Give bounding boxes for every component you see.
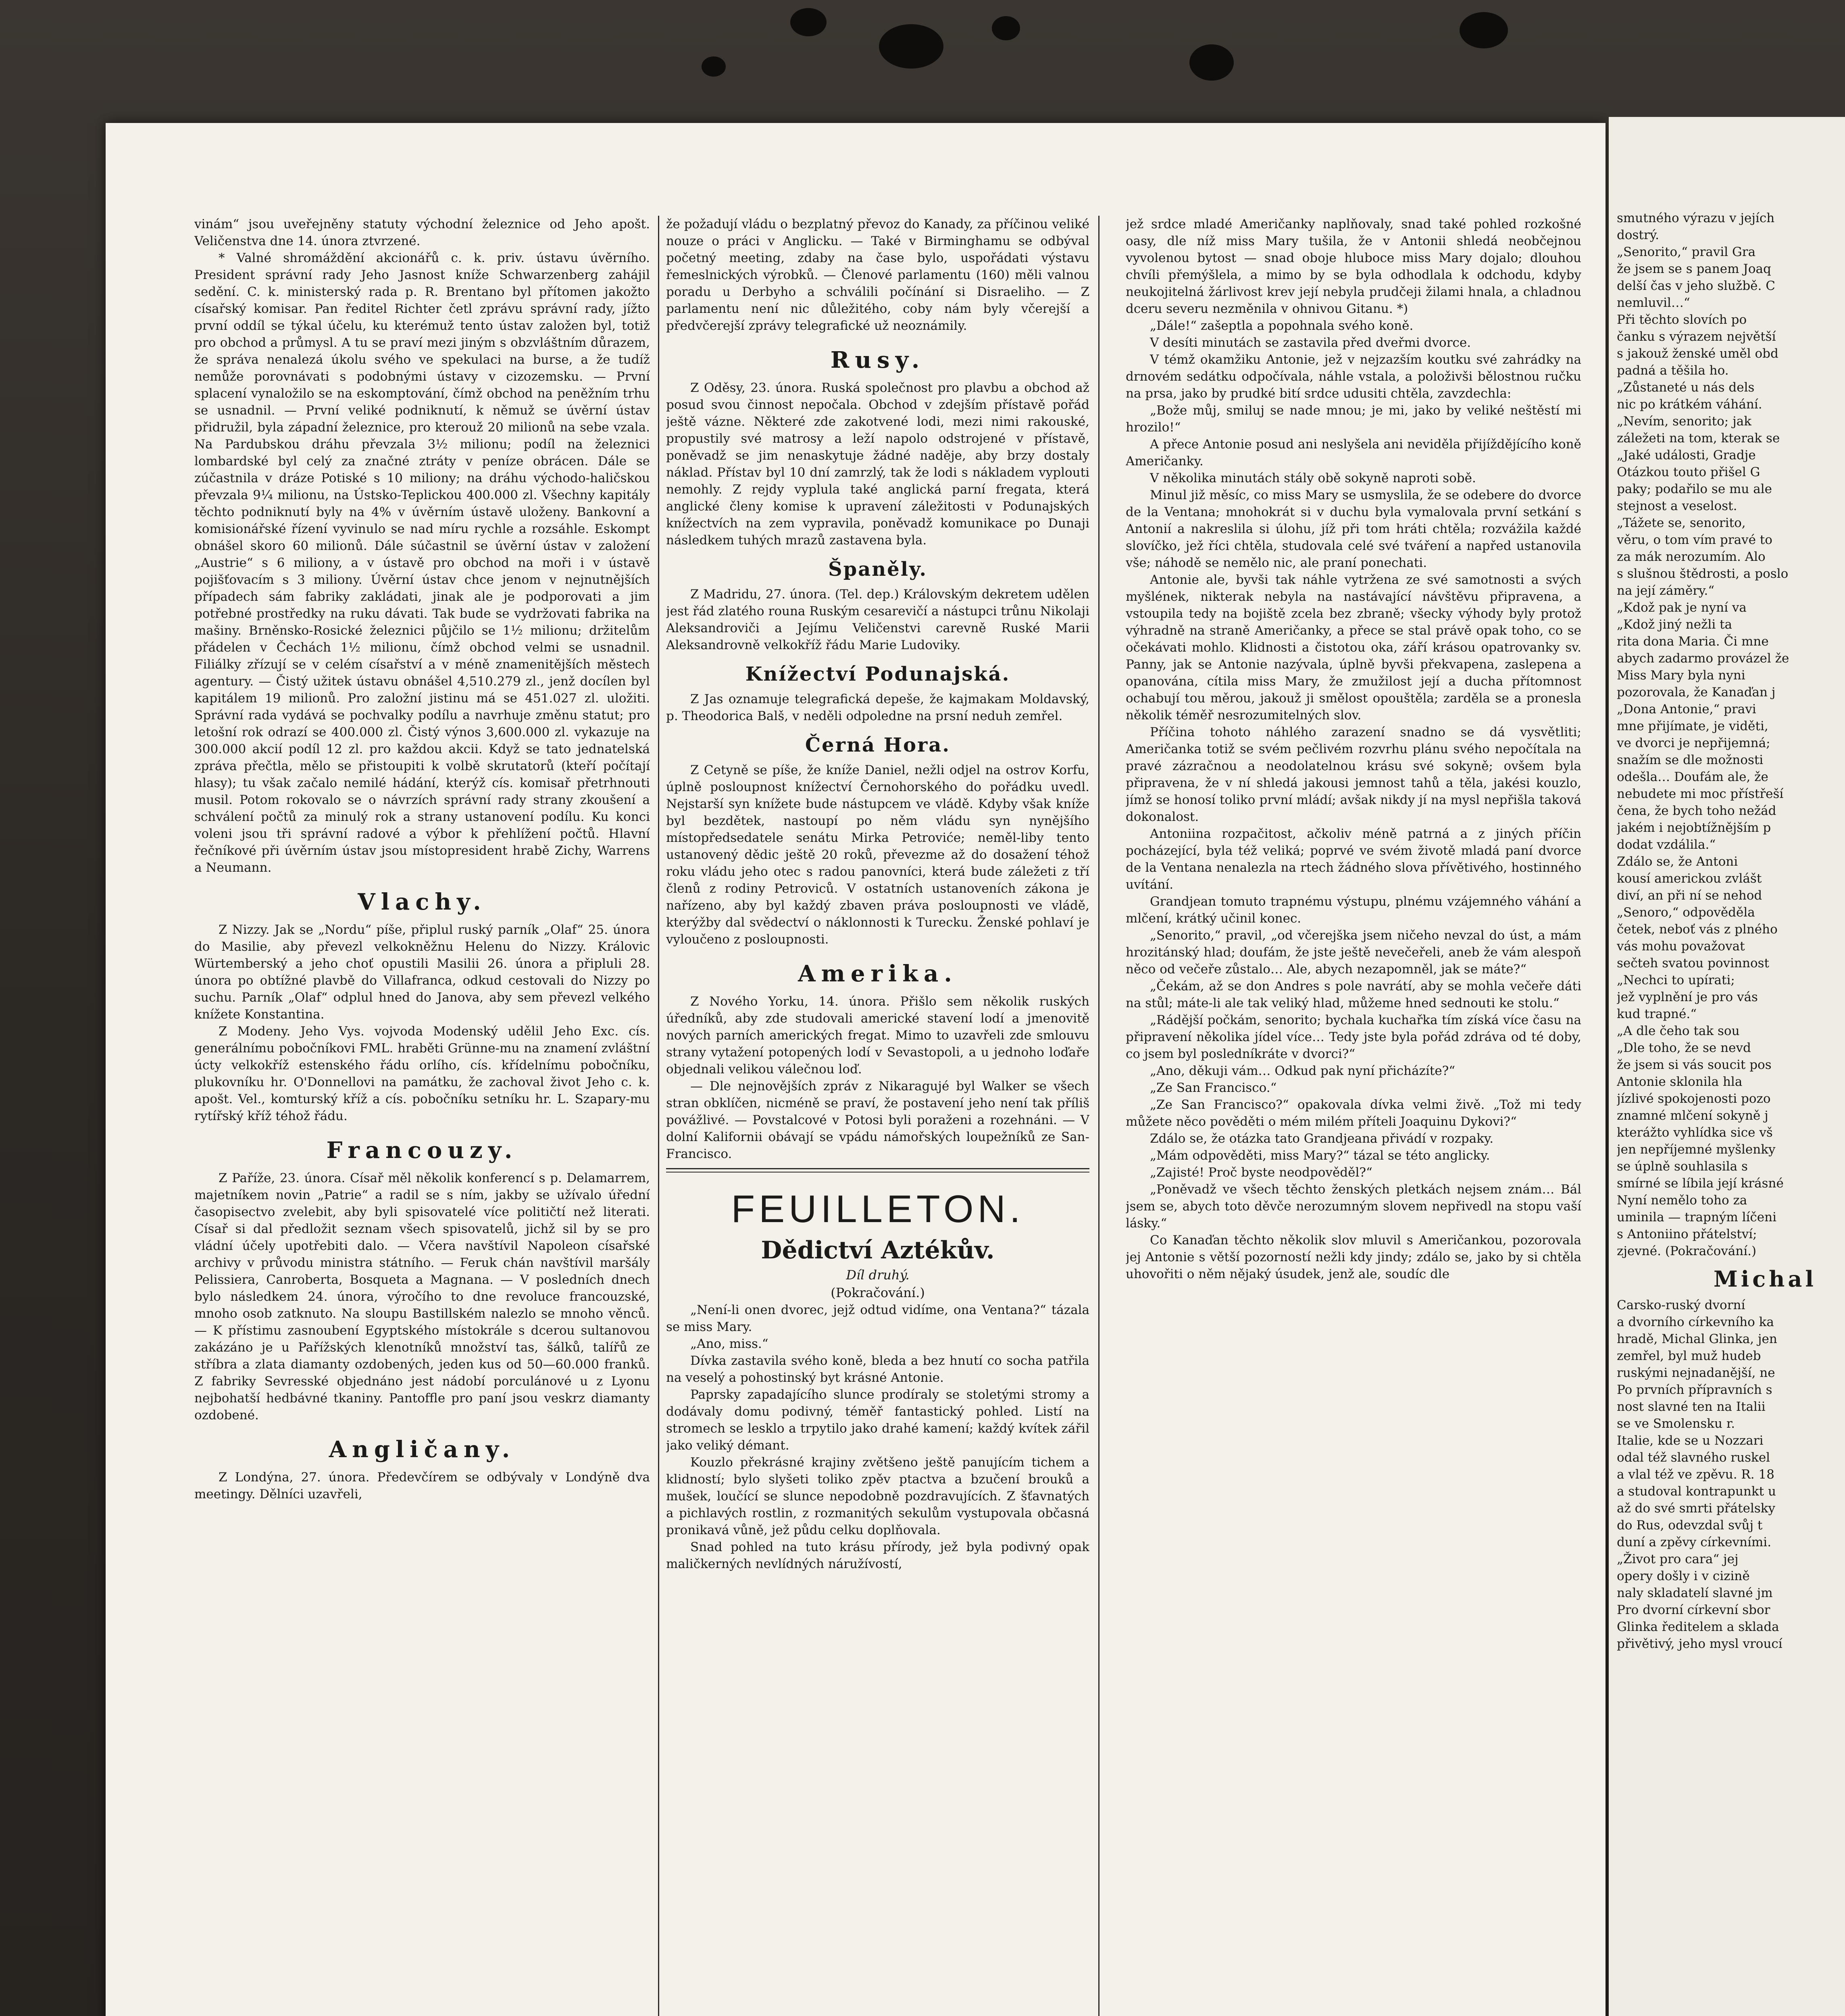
text-line: duní a zpěvy církevními. — [1617, 1535, 1772, 1549]
paragraph: „Senorito,“ pravil, „od včerejška jsem ničeho nevzal do úst, a mám hrozitánský hlad; doufám, že jste ještě nevečeřeli, aneb že vám alespoň něco od večeře zůstalo… Ale, abych nezapomněl, jak se máte?“ — [1126, 928, 1581, 977]
text-line: vás mohu považovat — [1617, 939, 1745, 954]
column-rule — [1098, 216, 1100, 2016]
text-line: Při těchto slovích po — [1617, 312, 1747, 327]
ink-blot — [1189, 44, 1234, 81]
text-line: ve dvorci je nepřijemná; — [1617, 736, 1770, 750]
text-line: smutného výrazu v jejích — [1617, 211, 1775, 225]
text-line: Pro dvorní církevní sbor — [1617, 1603, 1770, 1617]
paragraph: Antonie ale, byvši tak náhle vytržena ze své samotnosti a svých myšlének, nikterak nebyla na nastávající návštěvu připravena, a vstoupila tedy na bojiště zcela bez zbraně; všecky výhody byly protož výhradně na straně Američanky, a přece se stal právě opak toho, co se očekávati mohlo. Klidnosti a čistotou oka, září krásou opatrovanky sv. Panny, jak se Antonie nazývala, úplně byvši překvapena, zaslepena a opanována, cítila miss Mary, že zmužilost její a ducha přítomnost ochabují tou měrou, jakouž ji smělost opouštěla; zarděla se a pronesla několik téměř nesrozumitelných slov. — [1126, 573, 1581, 723]
ink-blot — [1460, 12, 1508, 48]
text-line: „Senorito,“ pravil Gra — [1617, 245, 1756, 259]
paragraph: V desíti minutách se zastavila před dveřmi dvorce. — [1150, 335, 1471, 350]
column-right — [1126, 216, 1581, 2016]
text-line: hradě, Michal Glinka, jen — [1617, 1332, 1777, 1346]
text-line: „Tážete se, senorito, — [1617, 516, 1746, 530]
text-line: kterážto vyhlídka sice vš — [1617, 1125, 1773, 1140]
paragraph: Zdálo se, že otázka tato Grandjeana přivádí v rozpaky. — [1150, 1131, 1494, 1146]
text-line: padná a těšila ho. — [1617, 363, 1729, 378]
text-line: nic po krátkém váhání. — [1617, 397, 1762, 412]
text-line: až do své smrti přátelsky — [1617, 1501, 1776, 1516]
paragraph: „Ze San Francisco?“ opakovala dívka velmi živě. „Tož mi tedy můžete něco pověděti o mém milém příteli Joaquinu Dykovi?“ — [1126, 1098, 1581, 1129]
text-line: Zdálo se, že Antoni — [1617, 854, 1738, 869]
paragraph: „Zajisté! Proč byste neodpověděl?“ — [1150, 1165, 1372, 1180]
paragraph: Z Modeny. Jeho Vys. vojvoda Modenský udělil Jeho Exc. cís. generálnímu pobočníkovi FML. hraběti Grünne-mu na znamení zvláštní úcty velkokříž estenského řádu orlího, cís. křídelnímu pobočníku, plukovníku hr. O'Donnellovi na památku, že zachoval život Jeho c. k. apošt. Vel., komturský kříž a cís. pobočníku setníku hr. L. Szapary-mu rytířský kříž téhož řádu. — [194, 1024, 650, 1123]
paragraph: „Bože můj, smiluj se nade mnou; je mi, jako by veliké neštěstí mi hrozilo!“ — [1126, 403, 1581, 435]
paragraph: že požadují vládu o bezplatný převoz do Kanady, za příčinou veliké nouze o práci v Anglicku. — Také v Birminghamu se odbýval početný meeting, zdaby na čase bylo, uspořádati výstavu řemeslnických výrobků. — Členové parlamentu (160) měli valnou poradu u Derbyho a schválili počínání si Disraeliho. — Z parlamentu není nic důležitého, coby nám byly včerejší a předvčerejší zprávy telegrafické už neoznámily. — [666, 217, 1089, 333]
text-line: na její záměry.“ — [1617, 583, 1715, 598]
paragraph: Z Madridu, 27. února. (Tel. dep.) Královským dekretem udělen jest řád zlatého rouna Ruským cesarevičí a nástupci trůnu Nikolaji Aleksandroviči a Jejímu Veličenstvi carevně Ruské Marii Aleksandrovně velkokříž řádu Marie Ludoviky. — [666, 587, 1089, 652]
text-line: sečteh svatou povinnost — [1617, 956, 1769, 971]
next-page-column — [1617, 210, 1843, 1652]
text-line: „Jaké události, Gradje — [1617, 448, 1756, 462]
text-line: kud trapné.“ — [1617, 1007, 1697, 1021]
section-heading-vlachy: Vlachy. — [358, 889, 487, 915]
text-line: a dvorního církevního ka — [1617, 1315, 1774, 1329]
text-line: za mák nerozumím. Alo — [1617, 550, 1766, 564]
text-line: se ve Smolensku r. — [1617, 1416, 1735, 1431]
paragraph: Z Nizzy. Jak se „Nordu“ píše, připlul ruský parník „Olaf“ 25. února do Masilie, aby převezl velkokněžnu Helenu do Nizzy. Královic Würtemberský a jeho choť opustili Masilii 26. února a připluli 28. února po obtížné plavbě do Villafranca, odkud cestovali do Nizzy po suchu. Parník „Olaf“ odplul hned do Janova, aby sem převezl velkého knížete Konstantina. — [194, 923, 650, 1022]
feuilleton-divider — [666, 1168, 1089, 1173]
text-line: zemřel, byl muž hudeb — [1617, 1349, 1761, 1363]
text-line: diví, an při ní se nehod — [1617, 888, 1762, 903]
section-heading-podunajska: Knížectví Podunajská. — [745, 663, 1010, 685]
text-line: znamné mlčení sokyně j — [1617, 1108, 1768, 1123]
paragraph: Kouzlo překrásné krajiny zvětšeno ještě panujícím tichem a klidností; bylo slyšeti toliko zpěv ptactva a bzučení brouků a mušek, loučící se slunce nepodobně pozdravujících. Z šťavnatých a pichlavých rostlin, z rozmanitých sekulům vystupovala občasná pronikavá vůně, jež půdu celku doplňovala. — [666, 1455, 1089, 1537]
text-line: „Dona Antonie,“ pravi — [1617, 702, 1756, 716]
text-line: záležeti na tom, kterak se — [1617, 431, 1780, 446]
paragraph: — Dle nejnovějších zpráv z Nikaragujé byl Walker se všech stran obklíčen, nicméně se praví, že postavení jeho není tak příliš povážlivé. — Povstalcové v Potosi byli poraženi a rozehnáni. — V dolní Kalifornii obávají se vpádu námořských loupežníků ze San-Francisco. — [666, 1079, 1089, 1161]
paragraph: „Rádější počkám, senorito; bychala kuchařka tím získá více času na připravení několika jídel více… Tedy jste byla pořád zdráva od té doby, co jsem byl posledníkráte v dvorci?“ — [1126, 1013, 1581, 1061]
text-line: nemluvil…“ — [1617, 296, 1690, 310]
text-line: „Nevím, senorito; jak — [1617, 414, 1751, 429]
text-line: a vlal též ve zpěvu. R. 18 — [1617, 1467, 1774, 1482]
text-line: „Zůstaneté u nás dels — [1617, 380, 1755, 395]
text-line: „Senoro,“ odpověděla — [1617, 905, 1755, 920]
text-line: a studoval kontrapunkt u — [1617, 1484, 1776, 1499]
column-middle — [666, 216, 1089, 2016]
paragraph: Z Nového Yorku, 14. února. Přišlo sem několik ruských úředníků, aby zde studovali americké stavení lodí a jmenovitě nových parních amerických fregat. Mimo to uzavřeli zde smlouvu strany vytažení potopených lodí v Sevastopoli, a u jednoho loďaře objednali velikou válečnou loď. — [666, 994, 1089, 1077]
paragraph: Grandjean tomuto trapnému výstupu, plnému vzájemného váhání a mlčení, krátký učinil konec. — [1126, 894, 1581, 926]
text-line: nost slavné ten na Italii — [1617, 1400, 1766, 1414]
text-line: že jsem se s panem Joaq — [1617, 262, 1771, 276]
text-line: se úplně souhlasila s — [1617, 1159, 1748, 1174]
text-line: čena, že bych toho nežád — [1617, 804, 1776, 818]
paragraph: „Mám odpověděti, miss Mary?“ tázal se této anglicky. — [1150, 1148, 1490, 1163]
text-line: nebudete mi moc přístřeší — [1617, 787, 1784, 801]
text-line: Antonie sklonila hla — [1617, 1075, 1743, 1089]
text-line: naly skladatelí slavné jm — [1617, 1586, 1773, 1600]
text-line: odal též slavného ruskel — [1617, 1450, 1770, 1465]
text-line: dodat vzdálila.“ — [1617, 837, 1716, 852]
text-line: Otázkou touto přišel G — [1617, 465, 1760, 479]
text-line: že jsem si vás soucit pos — [1617, 1058, 1772, 1072]
text-line: rita dona Maria. Či mne — [1617, 634, 1769, 649]
column-left — [194, 216, 650, 2016]
paragraph: A přece Antonie posud ani neslyšela ani neviděla přijíždějícího koně Američanky. — [1126, 437, 1581, 469]
paragraph: „Dále!“ zašeptla a popohnala svého koně. — [1150, 319, 1414, 333]
text-line: s Antoniino přátelství; — [1617, 1227, 1757, 1241]
paragraph: Z Oděsy, 23. února. Ruská společnost pro plavbu a obchod až posud svou činnost nepočala. Obchod v zdejším přístavě pořád ještě vázne. Některé zde zakotvené lodi, mezi nimi rakouské, propustily své matrosy a leží napolo odstrojené v přístavě, poněvadž se jim nenaskytuje žádné naděje, aby brzy dostaly náklad. Přístav byl 10 dní zamrzlý, tak že lodi s nákladem vyplouti nemohly. Z rejdy vyplula také anglická parní fregata, která anglické členy komise k upravení záležitosti v Podunajských knížectvích na zem vypravila, poněvadž komunikace po Dunaji následkem tuhých mrazů zastavena byla. — [666, 381, 1089, 548]
text-line: s slušnou štědrosti, a poslo — [1617, 566, 1789, 581]
text-line: opery došly i v cizině — [1617, 1569, 1750, 1583]
text-line: „Život pro cara“ jej — [1617, 1552, 1739, 1566]
paragraph: Dívka zastavila svého koně, bleda a bez hnutí co socha patřila na veselý a pohostinský byt krásné Antonie. — [666, 1354, 1089, 1385]
paragraph: Snad pohled na tuto krásu přírody, jež byla podivný opak maličkerných nevlídných náružívostí, — [666, 1540, 1089, 1571]
text-line: uminila — trapným líčeni — [1617, 1210, 1777, 1225]
feuilleton-heading: FEUILLETON. — [731, 1187, 1025, 1231]
text-line: ruskými nejnadanější, ne — [1617, 1366, 1775, 1380]
paragraph: Z Paříže, 23. února. Císař měl několik konferencí s p. Delamarrem, majetníkem novin „Patrie“ a radil se s ním, jakby se užívalo úřední časopisectvo zvelebit, aby byli spisovatelé více političtí než literati. Císař si dal předložit seznam všech spisovatelů, jichž sil by se pro vládní účely upotřebiti dalo. — Včera navštívil Napoleon císařské archivy v průvodu ministra státního. — Feruk chán navštívil maršály Pelissiera, Canroberta, Bosqueta a Magnana. — V posledních dnech bylo následkem 24. února, výročího to dne revoluce francouzské, mnoho osob zatknuto. Na sloupu Bastillském nalezlo se mnoho věnců. — K přístimu zasnoubení Egyptského místokrále s dcerou sultanovou zakázáno je u Pařížských klenotníků množství tas, šálků, talířů ze stříbra a zlata diamanty ozdobených, jeden kus od 50—60.000 franků. Z fabriky Sevresské objednáno jest nádobí porculánové u z Lyonu nejbohatší hedbávné tkaniny. Pantoffle pro paní jsou veskrz diamanty ozdobené. — [194, 1171, 650, 1422]
text-line: jízlivé spokojenosti pozo — [1617, 1091, 1771, 1106]
paragraph: vinám“ jsou uveřejněny statuty východní železnice od Jeho apošt. Veličenstva dne 14. února ztvrzené. — [194, 217, 650, 248]
text-line: „Dle toho, že se nevd — [1617, 1041, 1751, 1055]
text-line: pozorovala, že Kanaďan j — [1617, 685, 1776, 700]
text-line: „Kdož jiný nežli ta — [1617, 617, 1733, 632]
paragraph: „Ze San Francisco.“ — [1150, 1081, 1277, 1095]
paragraph: „Ano, děkuji vám… Odkud pak nyní přicházíte?“ — [1150, 1064, 1456, 1078]
text-line: Italie, kde se u Nozzari — [1617, 1433, 1764, 1448]
paragraph: V témž okamžiku Antonie, jež v nejzazším koutku své zahrádky na drnovém sedátku odpočívala, náhle vstala, a položivši bělostnou ručku na prsa, jako by prudké bití srdce udusiti chtěla, zavzdechla: — [1126, 352, 1581, 401]
feuilleton-continuation: (Pokračování.) — [831, 1285, 925, 1300]
paragraph: „Ano, miss.“ — [690, 1337, 768, 1351]
text-line: jen nepříjemné myšlenky — [1617, 1142, 1776, 1157]
text-line: stejnost a veselost. — [1617, 499, 1737, 513]
text-line: dostrý. — [1617, 228, 1659, 242]
section-heading-michal: Michal — [1714, 1266, 1817, 1292]
ink-blot — [702, 56, 726, 77]
text-line: do Rus, odevzdal svůj t — [1617, 1518, 1763, 1533]
ink-blot — [992, 16, 1020, 40]
paragraph: Paprsky zapadajícího slunce prodíraly se stoletými stromy a dodávaly domu podivný, téměř fantastický pohled. Listí na stromech se lesklo a trpytilo jako drahé kamení; každý kvítek zářil jako veliký démant. — [666, 1387, 1089, 1453]
paragraph: Co Kanaďan těchto několik slov mluvil s Američankou, pozorovala jej Antonie s větší pozorností nežli kdy jindy; zdálo se, jako by si chtěla uhovořiti o něm nějaký úsudek, jenž ale, soudíc dle — [1126, 1233, 1581, 1281]
text-line: abych zadarmo provázel že — [1617, 651, 1789, 666]
text-line: smírné se líbila její krásné — [1617, 1176, 1784, 1191]
ink-blot — [879, 24, 943, 69]
text-line: přivětivý, jeho mysl vroucí — [1617, 1637, 1783, 1651]
paragraph: „Není-li onen dvorec, jejž odtud vidíme, ona Ventana?“ tázala se miss Mary. — [666, 1303, 1089, 1334]
next-page-edge — [1609, 117, 1845, 2016]
paragraph: Z Jas oznamuje telegrafická depeše, že kajmakam Moldavský, p. Theodorica Balš, v neděli odpoledne na prsní neduh zemřel. — [666, 692, 1089, 723]
newspaper-page — [106, 123, 1606, 2016]
text-line: jakém i nejobtížnějším p — [1617, 821, 1771, 835]
text-line: Po prvních přípravních s — [1617, 1383, 1772, 1397]
text-line: kousí americkou zvlášt — [1617, 871, 1762, 886]
section-heading-rusy: Rusy. — [830, 347, 925, 373]
paragraph: „Čekám, až se don Andres s pole navrátí, aby se mohla večeře dáti na stůl; máte-li ale tak veliký hlad, můžeme hned sednouti ke stolu.“ — [1126, 979, 1581, 1010]
section-heading-amerika: Amerika. — [798, 960, 958, 987]
text-line: delší čas v jeho službě. C — [1617, 279, 1775, 293]
text-line: odešla… Doufám ale, že — [1617, 770, 1768, 784]
paragraph: * Valné shromáždění akcionářů c. k. priv. ústavu úvěrního. President správní rady Jeho Jasnost kníže Schwarzenberg zahájil sedění. C. k. ministerský rada p. R. Brentano byl přítomen jakožto císařský komisar. Pan ředitel Richter četl zprávu správní rady, jížto první oddíl se týkal účelu, ku kterémuž tento ústav založen byl, totiž pro obchod a průmysl. A tu se praví mezi jiným s obzvláštním důrazem, že správa nenalezá úkolu svého ve spekulaci na burse, a že tudíž nemůže porovnávati s podobnými ústavy v cizozemsku. — První splacení vynaložilo se na eskomptování, čímž obchod na peněžním trhu se usnadnil. — První veliké podniknutí, k němuž se úvěrní ústav přidružil, byla západní železnice, pro kterouž 20 milionů na sebe vzala. Na Pardubskou dráhu převzala 3½ milionu; podíl na železnici lombardské byl celý za značné ztráty v peníze obrácen. Dále se zúčastnila v dráze Potiské s 10 miliony; na dráhu východo-haličskou převzala 9¼ milionu, na Ústsko-Teplickou 400.000 zl. Všechny kapitály těchto podniknutí byly na 4% v úvěrním ústavě uloženy. Bankovní a komisionářské řízení vyvinulo se nad míru rychle a rozsáhle. Eskompt obnášel skoro 60 milionů. Dále súčastnil se úvěrní ústav v založení „Austrie“ s 6 miliony, a v ústavě pro obchod na moři i v ústavě pojišťovacím s 3 miliony. Úvěrní ústav chce jenom v nejnutnějších případech sám fabriky zakládati, jinak ale je podporovati a jim potřebné prostředky na ruku dávati. Tak bude se vydržovati fabrika na mašiny. Brněnsko-Rosické železnici půjčilo se 1½ milionu; držitelům přádelen v Čechách 1½ milionu, čímž obchod velmi se usnadnil. Filiálky zřízují se v celém císařství a v méně znamenitějších městech agentury. — Čistý užitek ústavu obnášel 4,510.279 zl., jenž docílen byl kapitálem 19 milionů. Pro založní jistinu má se 451.027 zl. uložiti. Správní rada vydává se pochvalky podílu a navrhuje změnu statut; pro letošní rok odrazí se 400.000 zl. Čistý výnos 3,600.000 zl. vykazuje na 300.000 akcií podíl 12 zl. pro každou akcii. Když se tato jednatelská zpráva přečtla, mělo se přistoupiti k volbě skrutatorů (kteří počítají hlasy); tu však začalo nemilé hádání, kterýž cís. komisař přetrhnouti musil. Potom rokovalo se o návrzích správní rady strany zkoušení a schválení počtů za minulý rok a strany ustanovení podílu. Ku konci voleni jsou tři správní radové a výbor k přehlížení počtů. Hlavní řečníkové při úvěrním ústav jsou místopresident hrabě Zichy, Warrens a Neumann. — [194, 251, 650, 875]
text-line: Nyní nemělo toho za — [1617, 1193, 1747, 1208]
column-rule — [658, 216, 659, 2016]
text-line: „Nechci to upírati; — [1617, 973, 1735, 987]
paragraph: Příčina tohoto náhlého zarazení snadno se dá vysvětliti; Američanka totiž se svém pečlivém rozvrhu plánu svého nepočítala na pravé zázračnou a neodolatelnou krásu své sokyně; ovšem byla připravena, že v ní shledá jakousi jemnost tahů a těla, jakési kouzlo, jímž se honosí toliko první mládí; avšak nikdy jí na mysl nepřišla taková dokonalost. — [1126, 725, 1581, 824]
section-heading-francouzy: Francouzy. — [326, 1137, 518, 1164]
text-line: mne přijímate, je viděti, — [1617, 719, 1768, 733]
text-line: věru, o tom vím pravé to — [1617, 533, 1772, 547]
paragraph: V několika minutách stály obě sokyně naproti sobě. — [1150, 471, 1476, 485]
paragraph: „Poněvadž ve všech těchto ženských pletkách nejsem znám… Bál jsem se, abych toto děvče nerozumným slovem nepřivedl na stopu vaší lásky.“ — [1126, 1182, 1581, 1231]
text-line: snažím se dle možnosti — [1617, 753, 1764, 767]
text-line: s jakouž ženské uměl obd — [1617, 346, 1778, 361]
text-line: jež vyplnění je pro vás — [1617, 990, 1758, 1004]
paragraph: Minul již měsíc, co miss Mary se usmyslila, že se odebere do dvorce de la Ventana; mnohokrát si v duchu byla vymalovala první setkání s Antonií a nakreslila si úlohu, jíž při tom hráti chtěla; rozvážila každé slovíčko, jež říci chtěla, studovala celé své tváření a napřed ustanovila vše; náhodě se nemělo nic, ale praní ponechati. — [1126, 488, 1581, 570]
text-line: Glinka ředitelem a sklada — [1617, 1620, 1779, 1634]
section-heading-cerna-hora: Černá Hora. — [805, 734, 951, 756]
section-heading-spanely: Španěly. — [828, 558, 928, 581]
text-line: četek, neboť vás z plného — [1617, 922, 1778, 937]
ink-blot — [790, 8, 827, 36]
text-line: Carsko-ruský dvorní — [1617, 1298, 1745, 1312]
text-line: „Kdož pak je nyní va — [1617, 600, 1747, 615]
paragraph: Antoniina rozpačitost, ačkoliv méně patrná a z jiných příčin pocházející, byla též veliká; poprvé ve svém životě mladá paní dvorce de la Ventana nenalezla na rtech žádného slova přívětivého, hostinného uvítání. — [1126, 827, 1581, 892]
text-line: paky; podařilo se mu ale — [1617, 482, 1772, 496]
section-heading-anglicany: Angličany. — [329, 1436, 516, 1463]
text-line: Miss Mary byla nyni — [1617, 668, 1745, 683]
paragraph: Z Cetyně se píše, že kníže Daniel, nežli odjel na ostrov Korfu, úplně posloupnost knížectví Černohorského do pořádku uvedl. Nejstarší syn knížete bude nástupcem ve vládě. Kdyby však kníže byl bezdětek, nastoupí po něm vládu syn nynějšího místopředsedatele senátu Mirka Petroviće; neměl-liby tento ustanovený dědic ještě 20 roků, převezme až do dosažení téhož roku vládu jeho otec s radou panovníci, která bude záležeti z tří členů z rodiny Petroviců. V ostatních ustanoveních zákona je nařízeno, aby byl každý zbaven práva posloupnosti ve vládě, kterýžby dal svědectví o náklonnosti k Turecku. Ženské pohlaví je vyloučeno z posloupnosti. — [666, 763, 1089, 947]
paragraph: Z Londýna, 27. února. Předevčírem se odbývaly v Londýně dva meetingy. Dělníci uzavřeli, — [194, 1470, 650, 1502]
feuilleton-part: Díl druhý. — [846, 1267, 910, 1283]
text-line: zjevné. (Pokračování.) — [1617, 1244, 1757, 1258]
text-line: čanku s výrazem největší — [1617, 329, 1776, 344]
paragraph: jež srdce mladé Američanky naplňovaly, snad také pohled rozkošné oasy, dle níž miss Mary tušila, že v Antonii shledá neobčejnou vyvolenou bytost — snad oboje hluboce miss Mary dojalo; dlouhou chvíli přemýšlela, a mimo by se byla odhodlala k odchodu, kdyby neukojitelná žárlivost krev její nebyla prudčeji žilami hnala, a chladnou dceru severu nezměnila v ohnivou Gitanu. *) — [1126, 217, 1581, 316]
text-line: „A dle čeho tak sou — [1617, 1024, 1740, 1038]
feuilleton-title: Dědictví Aztékův. — [761, 1236, 995, 1264]
